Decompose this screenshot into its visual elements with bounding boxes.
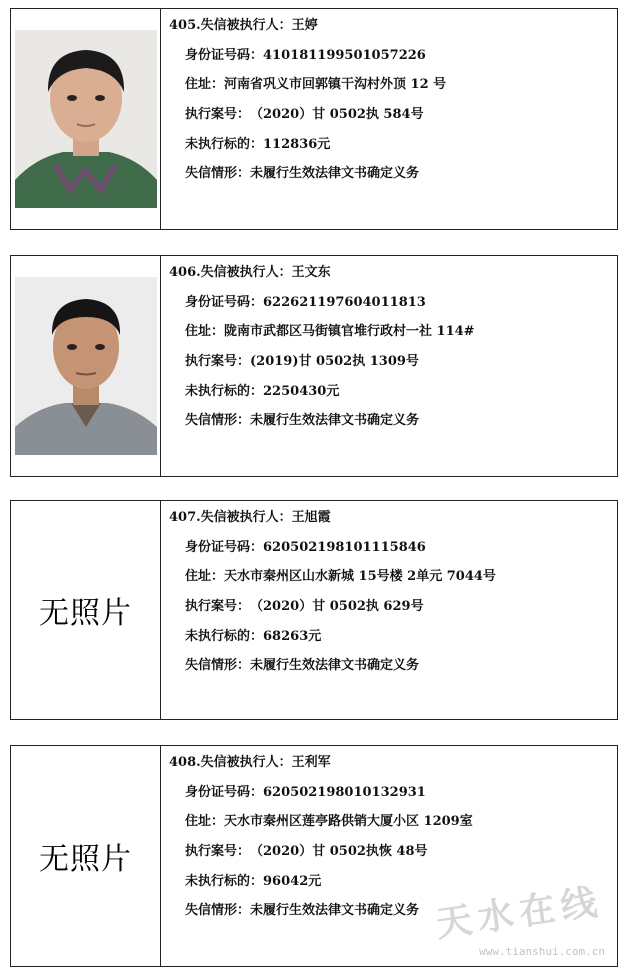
id-label: 身份证号码： bbox=[185, 539, 264, 555]
status-row bbox=[169, 406, 611, 436]
id-label: 身份证号码： bbox=[185, 784, 264, 800]
amount-row bbox=[169, 376, 611, 406]
case-number-row bbox=[169, 100, 611, 130]
case-value: （2020）甘 0502执 629号 bbox=[250, 599, 424, 615]
case-label: 执行案号： bbox=[185, 844, 251, 860]
address-row bbox=[169, 317, 611, 347]
photo-cell bbox=[11, 9, 161, 229]
record-title: 407.失信被执行人：王旭霞 bbox=[169, 510, 331, 526]
case-label: 执行案号： bbox=[185, 599, 251, 615]
amount-row bbox=[169, 129, 611, 159]
address-label: 住址： bbox=[185, 324, 225, 340]
photo-cell bbox=[11, 501, 161, 719]
record-card-405 bbox=[10, 8, 618, 230]
address-label: 住址： bbox=[185, 77, 225, 93]
id-value: 620502198010132931 bbox=[263, 784, 426, 800]
amount-row bbox=[169, 621, 611, 651]
record-card-407 bbox=[10, 500, 618, 720]
photo-cell bbox=[11, 746, 161, 966]
case-number-row bbox=[169, 592, 611, 622]
amount-label: 未执行标的： bbox=[185, 383, 264, 399]
amount-label: 未执行标的： bbox=[185, 628, 264, 644]
case-number-row bbox=[169, 837, 611, 867]
record-info bbox=[169, 503, 611, 681]
record-card-406 bbox=[10, 255, 618, 477]
status-value: 未履行生效法律文书确定义务 bbox=[250, 903, 420, 919]
case-number-row bbox=[169, 347, 611, 377]
address-row bbox=[169, 562, 611, 592]
person-photo bbox=[15, 277, 157, 455]
address-label: 住址： bbox=[185, 569, 225, 585]
amount-label: 未执行标的： bbox=[185, 873, 264, 889]
amount-value: 2250430元 bbox=[263, 383, 340, 399]
id-value: 620502198101115846 bbox=[263, 539, 426, 555]
no-photo-label: 无照片 bbox=[39, 842, 132, 877]
address-label: 住址： bbox=[185, 814, 225, 830]
id-number-row bbox=[169, 778, 611, 808]
amount-value: 68263元 bbox=[263, 628, 322, 644]
record-info bbox=[169, 258, 611, 436]
address-value: 河南省巩义市回郭镇干沟村外顶 12 号 bbox=[224, 77, 447, 93]
status-value: 未履行生效法律文书确定义务 bbox=[250, 413, 420, 429]
site-watermark-url: www.tianshui.com.cn bbox=[479, 945, 605, 958]
status-row bbox=[169, 159, 611, 189]
id-number-row bbox=[169, 288, 611, 318]
status-label: 失信情形： bbox=[185, 658, 251, 674]
status-label: 失信情形： bbox=[185, 166, 251, 182]
case-label: 执行案号： bbox=[185, 354, 251, 370]
amount-value: 96042元 bbox=[263, 873, 322, 889]
status-row bbox=[169, 651, 611, 681]
address-row bbox=[169, 70, 611, 100]
photo-cell bbox=[11, 256, 161, 476]
person-photo bbox=[15, 30, 157, 208]
site-watermark: 天水在线 bbox=[433, 881, 606, 946]
case-label: 执行案号： bbox=[185, 107, 251, 123]
status-label: 失信情形： bbox=[185, 903, 251, 919]
address-value: 天水市秦州区莲亭路供销大厦小区 1209室 bbox=[224, 814, 473, 830]
id-value: 410181199501057226 bbox=[263, 47, 426, 63]
address-row bbox=[169, 807, 611, 837]
id-label: 身份证号码： bbox=[185, 47, 264, 63]
record-title: 405.失信被执行人：王婷 bbox=[169, 18, 318, 34]
id-value: 622621197604011813 bbox=[263, 294, 426, 310]
amount-label: 未执行标的： bbox=[185, 136, 264, 152]
id-number-row bbox=[169, 533, 611, 563]
address-value: 天水市秦州区山水新城 15号楼 2单元 7044号 bbox=[224, 569, 496, 585]
record-title: 406.失信被执行人：王文东 bbox=[169, 265, 331, 281]
id-label: 身份证号码： bbox=[185, 294, 264, 310]
record-card-408 bbox=[10, 745, 618, 967]
address-value: 陇南市武都区马街镇官堆行政村一社 114# bbox=[224, 324, 475, 340]
amount-value: 112836元 bbox=[263, 136, 331, 152]
status-label: 失信情形： bbox=[185, 413, 251, 429]
status-value: 未履行生效法律文书确定义务 bbox=[250, 166, 420, 182]
record-title: 408.失信被执行人：王利军 bbox=[169, 755, 331, 771]
status-value: 未履行生效法律文书确定义务 bbox=[250, 658, 420, 674]
no-photo-label: 无照片 bbox=[39, 596, 132, 631]
case-value: （2020）甘 0502执恢 48号 bbox=[250, 844, 428, 860]
record-info bbox=[169, 11, 611, 189]
case-value: （2020）甘 0502执 584号 bbox=[250, 107, 424, 123]
id-number-row bbox=[169, 41, 611, 71]
case-value: (2019)甘 0502执 1309号 bbox=[250, 354, 419, 370]
